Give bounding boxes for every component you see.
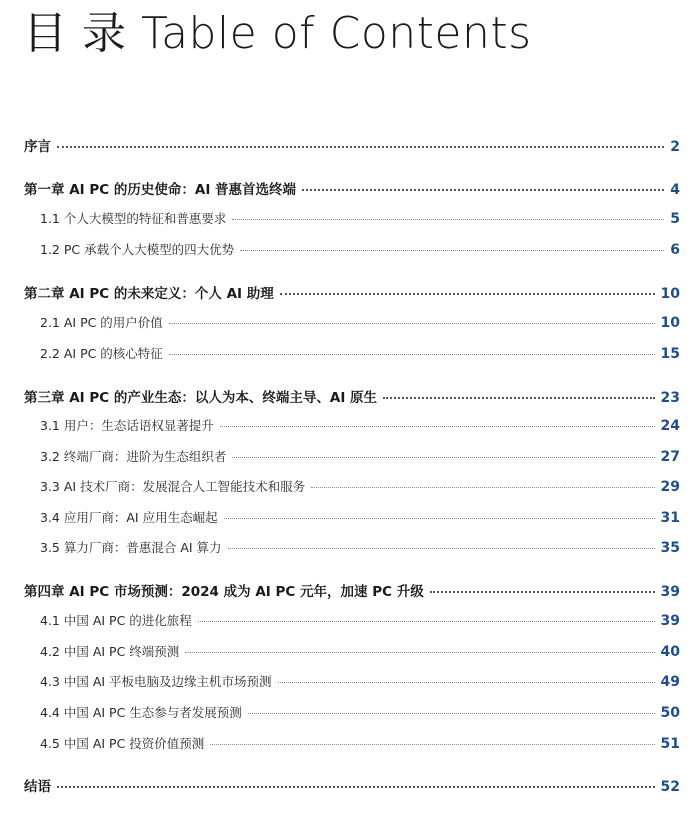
toc-page-number: 23 [660,390,680,406]
toc-entry-label: 4.3 中国 AI 平板电脑及边缘主机市场预测 [40,674,272,689]
dot-leader [228,548,655,549]
toc-entry-label: 3.2 终端厂商：进阶为生态组织者 [40,449,227,464]
toc-entry-section-3-5[interactable] [40,538,680,558]
toc-entry-section-3-3[interactable] [40,477,680,497]
toc-page-number: 39 [660,613,680,629]
toc-page-number: 6 [670,242,680,258]
toc-entry-section-4-5[interactable] [40,734,680,754]
toc-entry-conclusion[interactable] [24,775,680,795]
toc-entry-label: 第二章 AI PC 的未来定义：个人 AI 助理 [24,286,274,302]
toc-page-number: 35 [660,540,680,556]
toc-entry-label: 1.2 PC 承载个人大模型的四大优势 [40,242,235,257]
dot-leader [430,591,655,593]
dot-leader [302,189,664,191]
toc-entry-section-3-2[interactable] [40,447,680,467]
toc-entry-label: 第四章 AI PC 市场预测：2024 成为 AI PC 元年，加速 PC 升级 [24,584,424,600]
dot-leader [210,744,654,745]
toc-entry-label: 3.3 AI 技术厂商：发展混合人工智能技术和服务 [40,479,306,494]
dot-leader [280,293,655,295]
toc-page-number: 29 [660,479,680,495]
toc-entry-label: 4.2 中国 AI PC 终端预测 [40,644,180,659]
toc-entry-chapter-2[interactable] [24,282,680,302]
toc-entry-label: 1.1 个人大模型的特征和普惠要求 [40,211,227,226]
toc-entry-label: 4.4 中国 AI PC 生态参与者发展预测 [40,705,242,720]
toc-page-number: 50 [660,705,680,721]
dot-leader [224,518,655,519]
toc-entry-section-4-4[interactable] [40,703,680,723]
toc-entry-label: 2.1 AI PC 的用户价值 [40,315,163,330]
dot-leader [198,621,655,622]
toc-entry-section-2-1[interactable] [40,313,680,333]
toc-entry-section-1-1[interactable] [40,209,680,229]
dot-leader [169,323,655,324]
dot-leader [169,354,655,355]
toc-entry-label: 3.4 应用厂商：AI 应用生态崛起 [40,510,218,525]
toc-entry-label: 第三章 AI PC 的产业生态：以人为本、终端主导、AI 原生 [24,390,378,406]
toc-entry-label: 第一章 AI PC 的历史使命：AI 普惠首选终端 [24,182,297,198]
toc-entry-section-1-2[interactable] [40,240,680,260]
toc-entry-section-4-3[interactable] [40,672,680,692]
toc-entry-label: 序言 [24,139,51,155]
toc-entry-section-3-1[interactable] [40,416,680,436]
page-title: 目 录 Table of Contents [23,8,532,59]
dot-leader [240,250,664,251]
toc-entry-label: 3.1 用户：生态话语权显著提升 [40,418,214,433]
toc-entry-label: 结语 [24,779,51,795]
dot-leader [232,219,664,220]
toc-page-number: 4 [670,182,680,198]
toc-entry-label: 4.5 中国 AI PC 投资价值预测 [40,736,205,751]
dot-leader [383,397,654,399]
dot-leader [185,652,654,653]
toc-page-number: 40 [660,644,680,660]
toc-entry-chapter-3[interactable] [24,386,680,406]
toc-entry-section-4-1[interactable] [40,611,680,631]
toc-entry-section-4-2[interactable] [40,642,680,662]
toc-entry-label: 2.2 AI PC 的核心特征 [40,346,163,361]
toc-page-number: 49 [660,674,680,690]
toc-page-number: 5 [670,211,680,227]
dot-leader [57,146,664,148]
toc-entry-chapter-1[interactable] [24,178,680,198]
toc-page-number: 24 [660,418,680,434]
toc-page-number: 31 [660,510,680,526]
toc-page-number: 39 [660,584,680,600]
toc-page-number: 51 [660,736,680,752]
dot-leader [248,713,655,714]
dot-leader [57,786,655,788]
toc-page-number: 2 [670,139,680,155]
toc-page-number: 10 [660,315,680,331]
toc-entry-section-2-2[interactable] [40,344,680,364]
toc-entry-section-3-4[interactable] [40,508,680,528]
toc-page-number: 27 [660,449,680,465]
dot-leader [311,487,654,488]
toc-entry-chapter-4[interactable] [24,580,680,600]
toc-entry-label: 3.5 算力厂商：普惠混合 AI 算力 [40,540,222,555]
toc-page-number: 10 [660,286,680,302]
toc-page-number: 52 [660,779,680,795]
toc-page-number: 15 [660,346,680,362]
toc-entry-preface[interactable] [24,135,680,155]
dot-leader [232,457,654,458]
dot-leader [220,426,655,427]
dot-leader [278,682,655,683]
toc-entry-label: 4.1 中国 AI PC 的进化旅程 [40,613,192,628]
